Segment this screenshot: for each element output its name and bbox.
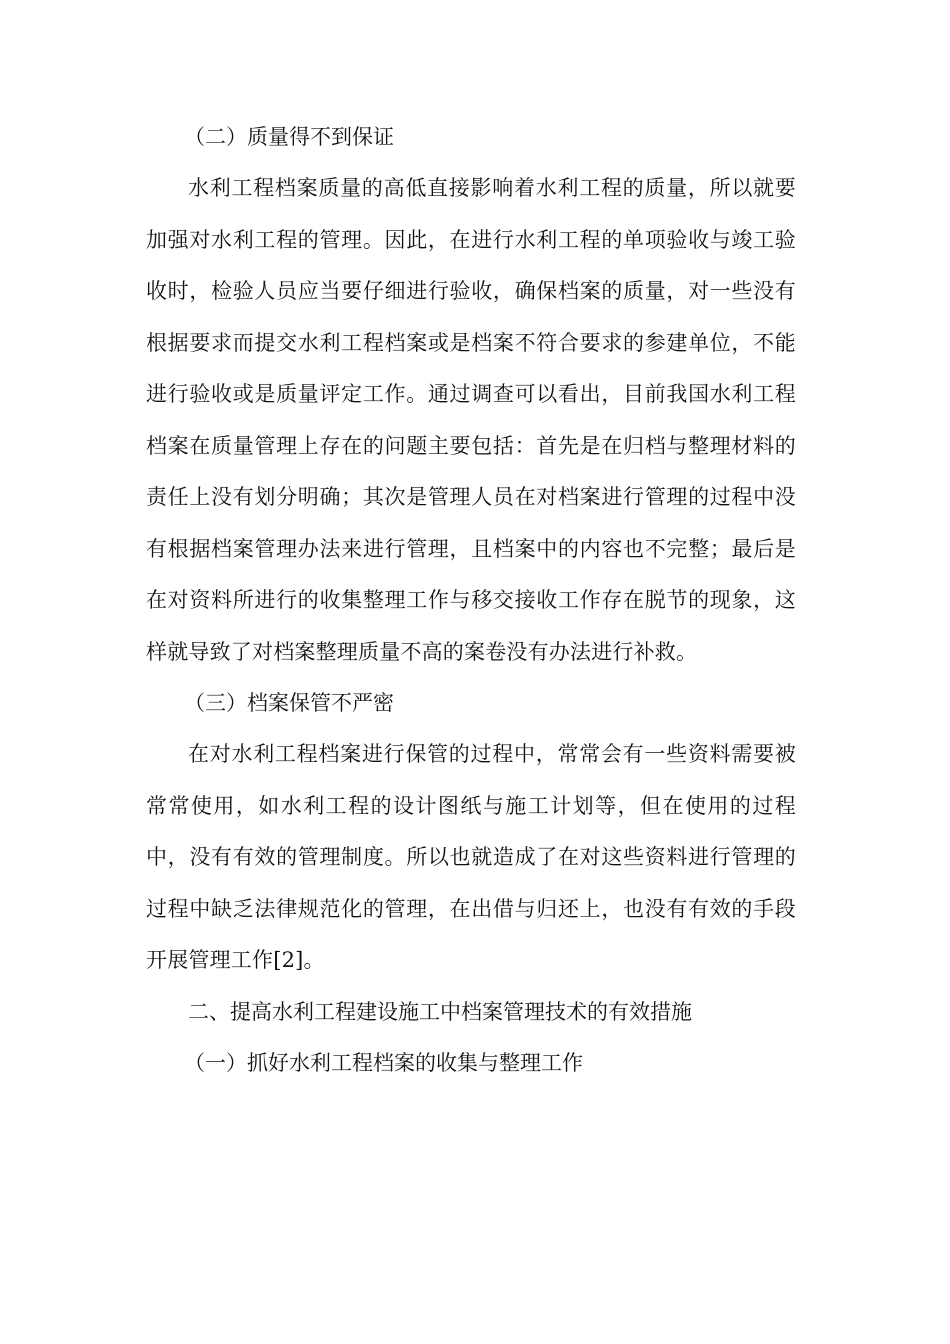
subsection-heading-collection: （一）抓好水利工程档案的收集与整理工作 bbox=[184, 1050, 583, 1075]
document-body bbox=[146, 112, 796, 1089]
paragraph-quality: 水利工程档案质量的高低直接影响着水利工程的质量，所以就要加强对水利工程的管理。因此，在进行水利工程的单项验收与竣工验收时，检验人员应当要仔细进行验收，确保档案的质量，对一些没有根据要求而提交水利工程档案或是档案不符合要求的参建单位，不能进行验收或是质量评定工作。通过调查可以看出，目前我国水利工程档案在质量管理上存在的问题主要包括：首先是在归档与整理材料的责任上没有划分明确；其次是管理人员在对档案进行管理的过程中没有根据档案管理办法来进行管理，且档案中的内容也不完整；最后是在对资料所进行的收集整理工作与移交接收工作存在脱节的现象，这样就导致了对档案整理质量不高的案卷没有办法进行补救。 bbox=[146, 176, 796, 664]
paragraph-storage: 在对水利工程档案进行保管的过程中，常常会有一些资料需要被常常使用，如水利工程的设计图纸与施工计划等，但在使用的过程中，没有有效的管理制度。所以也就造成了在对这些资料进行管理的过程中缺乏法律规范化的管理，在出借与归还上，也没有有效的手段开展管理工作[2]。 bbox=[146, 742, 796, 972]
subsection-heading-quality: （二）质量得不到保证 bbox=[184, 125, 394, 149]
section-heading-measures: 二、提高水利工程建设施工中档案管理技术的有效措施 bbox=[188, 999, 692, 1024]
subsection-heading-storage: （三）档案保管不严密 bbox=[184, 691, 394, 715]
